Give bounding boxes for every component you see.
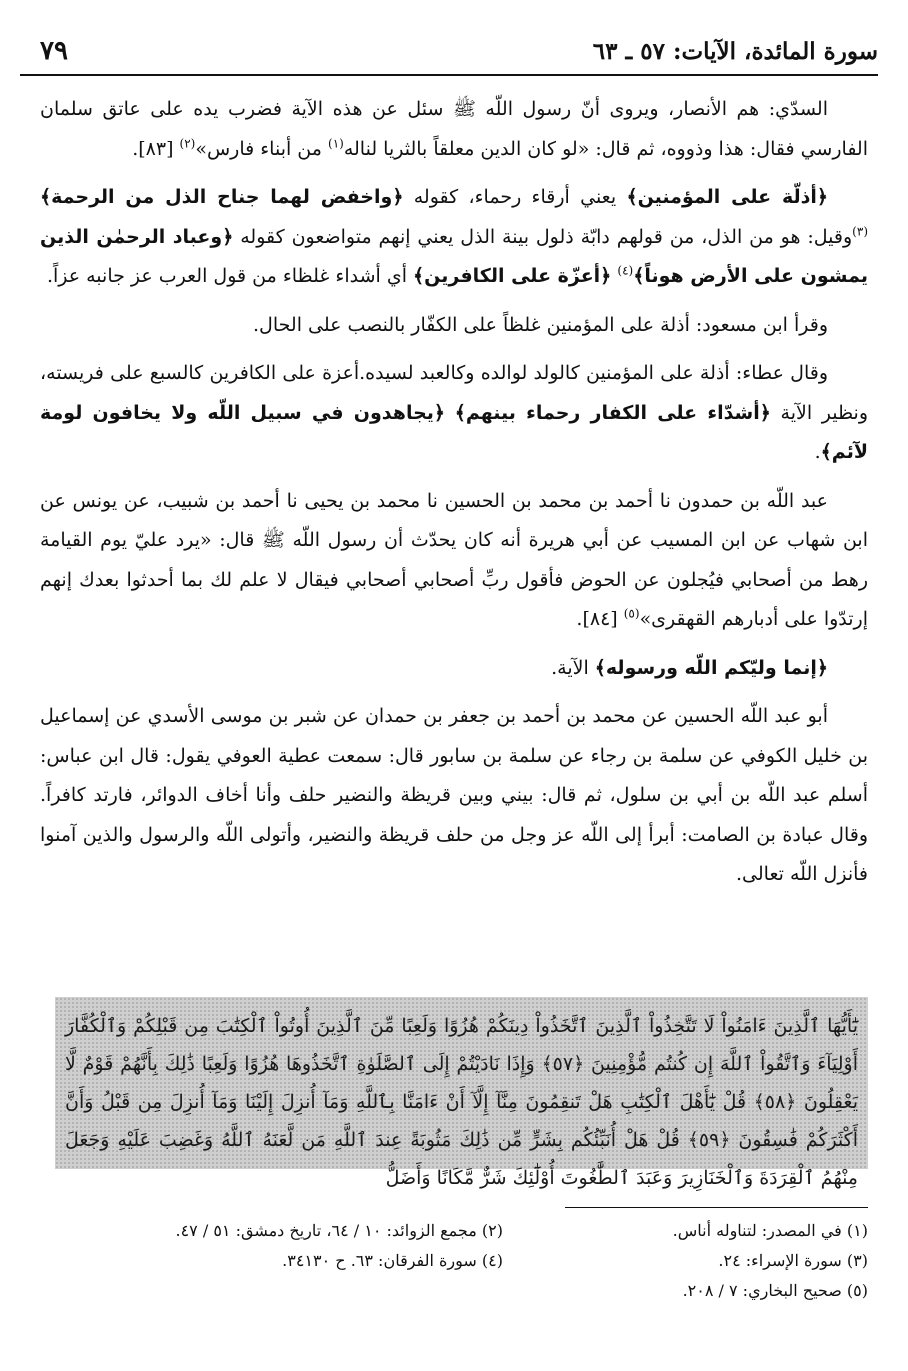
paragraph-text bbox=[445, 402, 455, 424]
paragraph bbox=[40, 178, 868, 297]
paragraph-text: وقال عطاء: أذلة على المؤمنين كالولد لوالده وكالعبد لسيده.أعزة على الكافرين كالسبع على فريسته، ونظير الآية bbox=[40, 362, 869, 424]
paragraph bbox=[40, 354, 868, 473]
quran-quote: ﴿أذلّة على المؤمنين﴾ bbox=[626, 186, 828, 208]
quran-quote: ﴿وعباد الرحمٰن الذين يمشون على الأرض هوناً﴾ bbox=[40, 225, 868, 287]
footnote-ref: (٣) bbox=[852, 224, 868, 239]
footnote-2: (٢) مجمع الزوائد: ١٠ / ٦٤، تاريخ دمشق: ٥١ / ٤٧. bbox=[175, 1221, 503, 1240]
footnote-5: (٥) صحيح البخاري: ٧ / ٢٠٨. bbox=[682, 1281, 868, 1300]
paragraph-text: . bbox=[814, 441, 821, 463]
paragraph bbox=[40, 306, 868, 346]
page-number: ٧٩ bbox=[40, 36, 68, 66]
paragraph-text: [٨٣]. bbox=[132, 137, 180, 160]
paragraph-text: أبو عبد اللّه الحسين عن محمد بن أحمد بن جعفر بن حمدان عن شبر بن موسى الأسدي عن إسماعيل بن خليل الكوفي عن سلمة بن رجاء عن سلمة بن سابور قال: سمعت عطية العوفي يقول: قال ابن عباس: أسلم عبد اللّه بن أبي بن سلول، ثم قال: بيني وبين قريظة والنضير حلف وأنا أخاف الدوائر، فارتد كافراً. وقال عبادة بن الصامت: أبرأ إلى اللّه عز وجل من حلف قريظة والنضير، وأتولى اللّه والرسول والذين آمنوا فأنزل اللّه تعالى. bbox=[40, 705, 868, 885]
main-text bbox=[40, 90, 868, 904]
page-header bbox=[20, 28, 878, 72]
paragraph bbox=[40, 90, 868, 169]
quran-verses-box bbox=[55, 997, 868, 1189]
footnote-4: (٤) سورة الفرقان: ٦٣. ح ٣٤١٣٠. bbox=[282, 1251, 503, 1270]
footnote-ref: (١) bbox=[328, 136, 344, 151]
quran-quote: ﴿إنما وليّكم اللّه ورسوله﴾ bbox=[594, 656, 828, 679]
footnote-1: (١) في المصدر: لتناوله أناس. bbox=[672, 1221, 868, 1240]
running-title: سورة المائدة، الآيات: ٥٧ ـ ٦٣ bbox=[592, 38, 878, 65]
paragraph-text: [٨٤]. bbox=[576, 608, 624, 630]
paragraph-text: عبد اللّه بن حمدون نا أحمد بن محمد بن الحسين نا محمد بن يحيى نا أحمد بن شبيب، عن يونس عن ابن شهاب عن ابن المسيب عن أبي هريرة أنه كان يحدّث أن رسول اللّه ﷺ قال: «يرد عليّ يوم القيامة رهط من أصحابي فيُجلون عن الحوض فأقول ربِّ أصحابي أصحابي فيقال لا علم لك بما أحدثوا بعدك إنهم إرتدّوا على أدبارهم القهقرى» bbox=[40, 489, 868, 630]
paragraph-text: السدّي: هم الأنصار، ويروى أنّ رسول اللّه ﷺ سئل عن هذه الآية فضرب يده على عاتق سلمان الفارسي فقال: هذا وذووه، ثم قال: «لو كان الدين معلقاً بالثريا لناله bbox=[40, 98, 868, 160]
paragraph-text: من أبناء فارس» bbox=[195, 137, 328, 160]
paragraph-text: الآية. bbox=[551, 656, 595, 679]
paragraph-text: أي أشداء غلظاء من قول العرب عز جانبه عزاً. bbox=[46, 265, 414, 287]
quran-verses-text: يَٰٓأَيُّهَا ٱلَّذِينَ ءَامَنُواْ لَا تَتَّخِذُواْ ٱلَّذِينَ ٱتَّخَذُواْ دِينَكُمْ هُزُوًا وَلَعِبًا مِّنَ ٱلَّذِينَ أُوتُواْ ٱلْكِتَٰبَ مِن قَبْلِكُمْ وَٱلْكُفَّارَ أَوْلِيَآءَ وَٱتَّقُواْ ٱللَّهَ إِن كُنتُم مُّؤْمِنِينَ ﴿٥٧﴾ وَإِذَا نَادَيْتُمْ إِلَى ٱلصَّلَوٰةِ ٱتَّخَذُوهَا هُزُوًا وَلَعِبًا ذَٰلِكَ بِأَنَّهُمْ قَوْمٌ لَّا يَعْقِلُونَ ﴿٥٨﴾ قُلْ يَٰٓأَهْلَ ٱلْكِتَٰبِ هَلْ تَنقِمُونَ مِنَّآ إِلَّآ أَنْ ءَامَنَّا بِٱللَّهِ وَمَآ أُنزِلَ إِلَيْنَا وَمَآ أُنزِلَ مِن قَبْلُ وَأَنَّ أَكْثَرَكُمْ فَٰسِقُونَ ﴿٥٩﴾ قُلْ هَلْ أُنَبِّئُكُم بِشَرٍّ مِّن ذَٰلِكَ مَثُوبَةً عِندَ ٱللَّهِ مَن لَّعَنَهُ ٱللَّهُ وَغَضِبَ عَلَيْهِ وَجَعَلَ مِنْهُمُ ٱلْقِرَدَةَ وَٱلْخَنَازِيرَ وَعَبَدَ ٱلطَّٰغُوتَ أُوْلَٰٓئِكَ شَرٌّ مَّكَانًا وَأَضَلُّ bbox=[65, 1015, 858, 1189]
paragraph-text: يعني أرقاء رحماء، كقوله bbox=[403, 186, 627, 208]
paragraph bbox=[40, 697, 868, 895]
quran-quote: ﴿يجاهدون في سبيل اللّه ولا يخافون لومة لآئم﴾ bbox=[40, 401, 868, 463]
paragraph-text: وقيل: هو من الذل، من قولهم دابّة ذلول بينة الذل يعني إنهم متواضعون كقوله bbox=[233, 225, 853, 248]
footnote-3: (٣) سورة الإسراء: ٢٤. bbox=[718, 1251, 868, 1270]
paragraph bbox=[40, 649, 868, 689]
paragraph-text: وقرأ ابن مسعود: أذلة على المؤمنين غلظاً على الكفّار بالنصب على الحال. bbox=[253, 313, 828, 336]
footnote-ref: (٢) bbox=[179, 136, 196, 151]
footnote-ref: (٥) bbox=[623, 606, 640, 621]
footnote-ref: (٤) bbox=[617, 263, 634, 278]
quran-quote: ﴿أعزّة على الكافرين﴾ bbox=[413, 265, 612, 287]
header-rule bbox=[20, 74, 878, 76]
quran-quote: ﴿أشدّاء على الكفار رحماء بينهم﴾ bbox=[454, 401, 771, 424]
paragraph bbox=[40, 482, 868, 640]
footnote-rule bbox=[565, 1207, 868, 1208]
quran-quote: ﴿واخفض لهما جناح الذل من الرحمة﴾ bbox=[40, 186, 404, 208]
